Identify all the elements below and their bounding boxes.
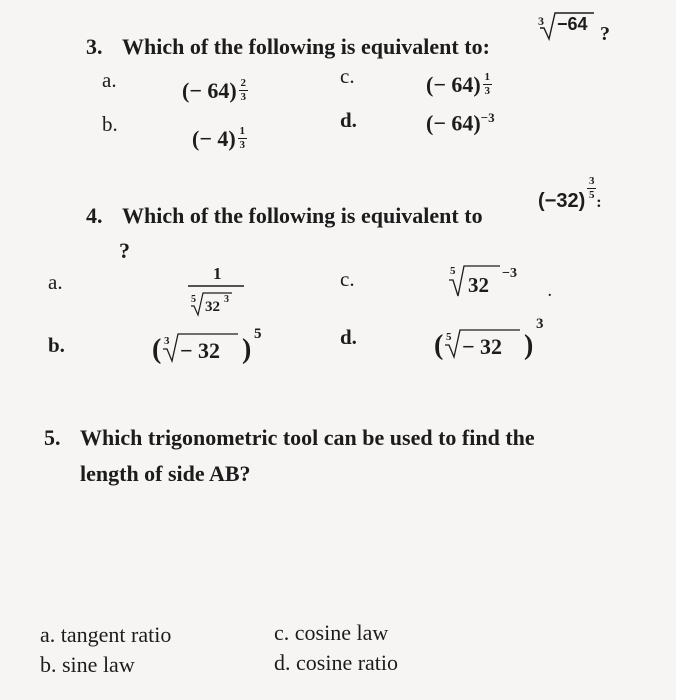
q4-number: 4. bbox=[86, 203, 103, 228]
q3-option-a-base: (− 64) bbox=[182, 78, 237, 103]
q4-option-a-radicand: 32 bbox=[205, 299, 220, 315]
q4-option-c-label: c. bbox=[340, 267, 355, 291]
q4-option-c-index: 5 bbox=[450, 265, 456, 277]
q4-option-c-expression bbox=[444, 258, 554, 304]
q4-option-b-index: 3 bbox=[164, 335, 170, 347]
q5-option-d: d. cosine ratio bbox=[274, 650, 399, 675]
q3-number: 3. bbox=[86, 34, 103, 59]
q4-option-a-exponent: 3 bbox=[224, 294, 229, 305]
q5-option-a: a. tangent ratio bbox=[40, 622, 172, 647]
q4-option-d-index: 5 bbox=[446, 331, 452, 343]
q3-expr-index: 3 bbox=[538, 14, 544, 28]
q4-option-a-index: 5 bbox=[191, 294, 196, 305]
q3-option-a-expression bbox=[182, 78, 248, 104]
q3-option-d-expression bbox=[426, 110, 495, 136]
q5-option-c: c. cosine law bbox=[274, 620, 389, 645]
q4-question-mark: ? bbox=[119, 238, 130, 263]
q5-question-line-2: length of side AB? bbox=[80, 461, 251, 486]
q3-cube-root-expression bbox=[528, 8, 628, 44]
q4-option-d-expression bbox=[432, 312, 562, 368]
q3-option-a-label: a. bbox=[102, 68, 117, 92]
q4-expr-exponent: $\frac{3}{5}$ bbox=[589, 175, 595, 201]
q3-expr-radicand: −64 bbox=[557, 14, 588, 34]
q4-option-a-numerator: 1 bbox=[213, 264, 222, 283]
q4-option-b-radicand: − 32 bbox=[180, 338, 221, 363]
q4-question-text: Which of the following is equivalent to bbox=[122, 203, 483, 228]
q5-number: 5. bbox=[44, 425, 61, 450]
q4-option-d-radicand: − 32 bbox=[462, 334, 503, 359]
q4-option-a-expression bbox=[184, 262, 250, 320]
q3-option-c-exponent: $\frac{1}{3}$ bbox=[484, 71, 490, 97]
q4-option-c-exponent: −3 bbox=[502, 266, 517, 281]
q3-option-b-label: b. bbox=[102, 112, 118, 136]
q4-option-b-exponent: 5 bbox=[254, 326, 262, 342]
q4-expr-base: (−32) bbox=[538, 190, 586, 212]
q5-option-b: b. sine law bbox=[40, 652, 135, 677]
q3-option-d-base: (− 64) bbox=[426, 110, 481, 136]
q4-option-a-label: a. bbox=[48, 270, 63, 294]
q5-question-line-1: Which trigonometric tool can be used to find the bbox=[80, 425, 535, 450]
q4-option-b-label: b. bbox=[48, 333, 65, 357]
q4-option-b-expression bbox=[150, 318, 280, 372]
q3-option-c-base: (− 64) bbox=[426, 72, 481, 97]
q3-option-d-exponent: −3 bbox=[480, 110, 495, 125]
q4-option-c-radicand: 32 bbox=[468, 273, 489, 297]
q3-question-text: Which of the following is equivalent to: bbox=[122, 34, 490, 59]
svg-text:): ) bbox=[524, 330, 534, 361]
q4-expr-colon: : bbox=[596, 194, 602, 211]
q4-option-d-exponent: 3 bbox=[536, 316, 544, 332]
q4-option-d-label: d. bbox=[340, 325, 357, 349]
q4-expression bbox=[538, 175, 602, 212]
q3-option-b-base: (− 4) bbox=[192, 126, 236, 151]
svg-text:(: ( bbox=[434, 330, 444, 361]
q3-option-b-exponent: $\frac{1}{3}$ bbox=[239, 125, 245, 151]
svg-text:): ) bbox=[242, 334, 252, 365]
svg-text:(: ( bbox=[152, 334, 162, 365]
q3-expr-question-mark: ? bbox=[600, 23, 610, 44]
q3-option-b-expression bbox=[192, 126, 247, 152]
q3-option-c-expression bbox=[426, 72, 492, 98]
svg-text:.: . bbox=[548, 285, 552, 300]
q3-option-d-label: d. bbox=[340, 108, 357, 132]
q3-option-c-label: c. bbox=[340, 64, 355, 88]
q3-option-a-exponent: $\frac{2}{3}$ bbox=[240, 77, 246, 103]
